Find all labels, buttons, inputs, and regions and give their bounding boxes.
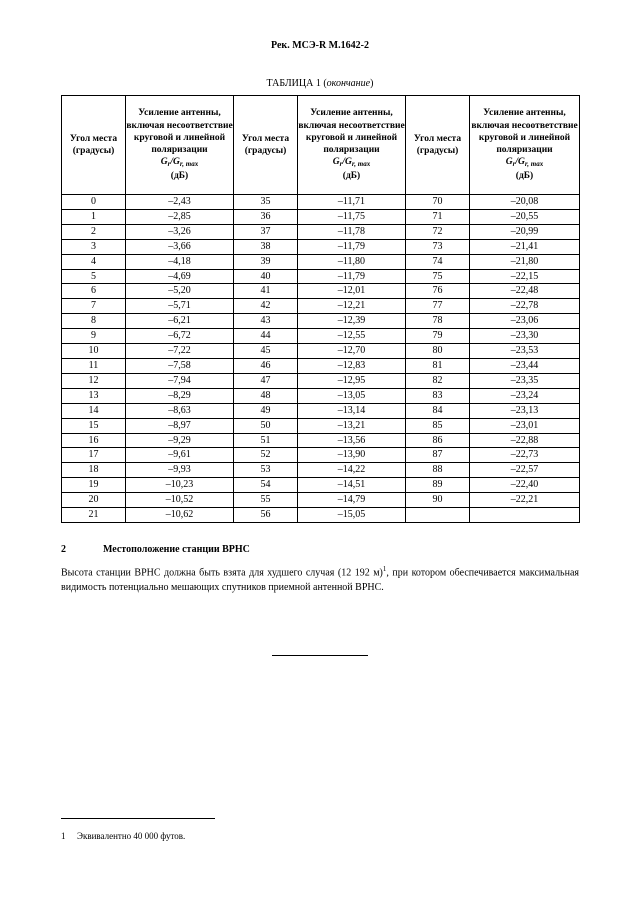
gain-cell: –3,26 bbox=[126, 224, 234, 239]
gain-cell: –12,70 bbox=[298, 344, 406, 359]
angle-cell: 42 bbox=[234, 299, 298, 314]
gain-cell: –11,79 bbox=[298, 269, 406, 284]
end-divider bbox=[272, 655, 368, 656]
gain-cell: –23,53 bbox=[470, 344, 580, 359]
angle-cell: 15 bbox=[62, 418, 126, 433]
gain-cell: –23,30 bbox=[470, 329, 580, 344]
table-row bbox=[62, 478, 580, 493]
gain-cell: –8,97 bbox=[126, 418, 234, 433]
angle-cell: 70 bbox=[406, 195, 470, 210]
angle-cell: 86 bbox=[406, 433, 470, 448]
table-row bbox=[62, 344, 580, 359]
angle-cell: 12 bbox=[62, 373, 126, 388]
gain-cell: –11,71 bbox=[298, 195, 406, 210]
angle-cell: 80 bbox=[406, 344, 470, 359]
angle-cell: 46 bbox=[234, 358, 298, 373]
gain-cell: –11,78 bbox=[298, 224, 406, 239]
gain-cell: –23,35 bbox=[470, 373, 580, 388]
gain-cell: –22,88 bbox=[470, 433, 580, 448]
body-paragraph: Высота станции ВРНС должна быть взята для худшего случая (12 192 м)$^1$, при котором обеспечивается максимальная видимость потенциально мешающих спутников приемной антенной ВРНС. bbox=[61, 565, 580, 594]
gain-cell: –22,15 bbox=[470, 269, 580, 284]
angle-cell: 48 bbox=[234, 388, 298, 403]
angle-cell: 3 bbox=[62, 239, 126, 254]
angle-cell: 14 bbox=[62, 403, 126, 418]
angle-cell: 13 bbox=[62, 388, 126, 403]
gain-cell: –7,58 bbox=[126, 358, 234, 373]
table-body bbox=[62, 195, 580, 523]
gain-cell: –3,66 bbox=[126, 239, 234, 254]
table-row bbox=[62, 299, 580, 314]
table-row bbox=[62, 448, 580, 463]
gain-cell: –13,14 bbox=[298, 403, 406, 418]
gain-cell: –20,08 bbox=[470, 195, 580, 210]
gain-cell: –22,57 bbox=[470, 463, 580, 478]
table-row bbox=[62, 254, 580, 269]
gain-cell: –13,90 bbox=[298, 448, 406, 463]
gain-cell: –7,94 bbox=[126, 373, 234, 388]
footnote-text: Эквивалентно 40 000 футов. bbox=[77, 831, 186, 841]
table-row bbox=[62, 388, 580, 403]
angle-cell: 90 bbox=[406, 493, 470, 508]
gain-cell: –12,01 bbox=[298, 284, 406, 299]
angle-cell: 35 bbox=[234, 195, 298, 210]
angle-cell: 11 bbox=[62, 358, 126, 373]
gain-header: Усиление антенны, включая несоответствие круговой и линейной поляризации $G_r/G_{r, max}$ (дБ) bbox=[470, 96, 580, 195]
angle-cell: 47 bbox=[234, 373, 298, 388]
angle-cell: 2 bbox=[62, 224, 126, 239]
angle-cell: 45 bbox=[234, 344, 298, 359]
angle-cell: 82 bbox=[406, 373, 470, 388]
gain-cell: –14,79 bbox=[298, 493, 406, 508]
gain-cell: –12,95 bbox=[298, 373, 406, 388]
angle-cell: 38 bbox=[234, 239, 298, 254]
angle-cell: 18 bbox=[62, 463, 126, 478]
table-header-row bbox=[62, 96, 580, 195]
angle-cell: 37 bbox=[234, 224, 298, 239]
gain-cell: –13,05 bbox=[298, 388, 406, 403]
gain-cell: –12,55 bbox=[298, 329, 406, 344]
angle-cell: 72 bbox=[406, 224, 470, 239]
angle-cell: 52 bbox=[234, 448, 298, 463]
gain-cell: –6,72 bbox=[126, 329, 234, 344]
table-row bbox=[62, 493, 580, 508]
angle-cell: 53 bbox=[234, 463, 298, 478]
gain-cell: –22,48 bbox=[470, 284, 580, 299]
caption-end: ) bbox=[370, 78, 374, 89]
gain-cell: –23,06 bbox=[470, 314, 580, 329]
angle-cell: 87 bbox=[406, 448, 470, 463]
gain-cell: –9,93 bbox=[126, 463, 234, 478]
angle-header: Угол места (градусы) bbox=[406, 96, 470, 195]
gain-cell: –22,78 bbox=[470, 299, 580, 314]
gain-header: Усиление антенны, включая несоответствие круговой и линейной поляризации $G_r/G_{r, max}$ (дБ) bbox=[126, 96, 234, 195]
gain-cell: –12,83 bbox=[298, 358, 406, 373]
table-row bbox=[62, 373, 580, 388]
table-row bbox=[62, 239, 580, 254]
gain-cell: –23,13 bbox=[470, 403, 580, 418]
gain-cell: –7,22 bbox=[126, 344, 234, 359]
caption-italic: окончание bbox=[326, 78, 371, 89]
table-row bbox=[62, 403, 580, 418]
angle-cell: 49 bbox=[234, 403, 298, 418]
angle-cell: 5 bbox=[62, 269, 126, 284]
angle-cell: 4 bbox=[62, 254, 126, 269]
angle-cell: 21 bbox=[62, 508, 126, 523]
angle-cell: 51 bbox=[234, 433, 298, 448]
gain-cell: –12,39 bbox=[298, 314, 406, 329]
gain-cell: –9,61 bbox=[126, 448, 234, 463]
gain-cell: –8,29 bbox=[126, 388, 234, 403]
gain-cell: –8,63 bbox=[126, 403, 234, 418]
angle-cell: 54 bbox=[234, 478, 298, 493]
angle-cell: 74 bbox=[406, 254, 470, 269]
angle-cell: 6 bbox=[62, 284, 126, 299]
gain-cell: –5,20 bbox=[126, 284, 234, 299]
gain-cell: –23,44 bbox=[470, 358, 580, 373]
footnote bbox=[61, 831, 185, 841]
gain-cell: –9,29 bbox=[126, 433, 234, 448]
gain-cell: –14,51 bbox=[298, 478, 406, 493]
page-header: Рек. МСЭ-R M.1642-2 bbox=[271, 40, 369, 51]
angle-cell: 76 bbox=[406, 284, 470, 299]
angle-cell: 9 bbox=[62, 329, 126, 344]
elevation-gain-table bbox=[61, 95, 580, 523]
angle-header: Угол места (градусы) bbox=[234, 96, 298, 195]
gain-cell: –13,21 bbox=[298, 418, 406, 433]
gain-cell: –20,99 bbox=[470, 224, 580, 239]
table-row bbox=[62, 269, 580, 284]
angle-cell: 73 bbox=[406, 239, 470, 254]
table-row bbox=[62, 463, 580, 478]
table-row bbox=[62, 195, 580, 210]
table-row bbox=[62, 209, 580, 224]
gain-cell: –22,73 bbox=[470, 448, 580, 463]
gain-header: Усиление антенны, включая несоответствие круговой и линейной поляризации $G_r/G_{r, max}$ (дБ) bbox=[298, 96, 406, 195]
angle-cell: 79 bbox=[406, 329, 470, 344]
angle-cell: 8 bbox=[62, 314, 126, 329]
angle-cell: 89 bbox=[406, 478, 470, 493]
angle-cell: 36 bbox=[234, 209, 298, 224]
angle-cell: 7 bbox=[62, 299, 126, 314]
section-title: Местоположение станции ВРНС bbox=[103, 544, 250, 555]
angle-cell: 56 bbox=[234, 508, 298, 523]
gain-cell: –21,41 bbox=[470, 239, 580, 254]
gain-cell: –4,69 bbox=[126, 269, 234, 284]
gain-cell: –22,40 bbox=[470, 478, 580, 493]
gain-cell bbox=[470, 508, 580, 523]
gain-cell: –10,23 bbox=[126, 478, 234, 493]
gain-cell: –11,80 bbox=[298, 254, 406, 269]
table-row bbox=[62, 314, 580, 329]
caption-main: ТАБЛИЦА 1 ( bbox=[266, 78, 327, 89]
gain-cell: –23,24 bbox=[470, 388, 580, 403]
angle-cell: 85 bbox=[406, 418, 470, 433]
angle-cell: 41 bbox=[234, 284, 298, 299]
gain-cell: –11,79 bbox=[298, 239, 406, 254]
gain-cell: –2,85 bbox=[126, 209, 234, 224]
gain-cell: –5,71 bbox=[126, 299, 234, 314]
gain-cell: –12,21 bbox=[298, 299, 406, 314]
angle-cell: 78 bbox=[406, 314, 470, 329]
footnote-divider bbox=[61, 818, 215, 819]
angle-cell: 81 bbox=[406, 358, 470, 373]
angle-cell: 40 bbox=[234, 269, 298, 284]
angle-cell: 50 bbox=[234, 418, 298, 433]
footnote-ref[interactable]: 1 bbox=[382, 565, 387, 573]
footnote-mark: 1 bbox=[61, 831, 66, 841]
angle-cell: 43 bbox=[234, 314, 298, 329]
gain-cell: –15,05 bbox=[298, 508, 406, 523]
gain-cell: –14,22 bbox=[298, 463, 406, 478]
angle-cell: 44 bbox=[234, 329, 298, 344]
angle-cell: 88 bbox=[406, 463, 470, 478]
angle-cell: 19 bbox=[62, 478, 126, 493]
gain-cell: –20,55 bbox=[470, 209, 580, 224]
gain-cell: –4,18 bbox=[126, 254, 234, 269]
angle-cell: 10 bbox=[62, 344, 126, 359]
angle-cell: 1 bbox=[62, 209, 126, 224]
angle-cell: 55 bbox=[234, 493, 298, 508]
gain-cell: –10,52 bbox=[126, 493, 234, 508]
section-heading bbox=[61, 544, 250, 555]
table-row bbox=[62, 224, 580, 239]
angle-cell: 39 bbox=[234, 254, 298, 269]
angle-cell: 75 bbox=[406, 269, 470, 284]
table-row bbox=[62, 418, 580, 433]
angle-cell: 16 bbox=[62, 433, 126, 448]
angle-cell: 77 bbox=[406, 299, 470, 314]
angle-cell: 84 bbox=[406, 403, 470, 418]
gain-cell: –11,75 bbox=[298, 209, 406, 224]
gain-cell: –10,62 bbox=[126, 508, 234, 523]
gain-cell: –23,01 bbox=[470, 418, 580, 433]
gain-cell: –6,21 bbox=[126, 314, 234, 329]
gain-cell: –21,80 bbox=[470, 254, 580, 269]
table-row bbox=[62, 433, 580, 448]
section-number: 2 bbox=[61, 544, 66, 555]
angle-cell: 83 bbox=[406, 388, 470, 403]
angle-cell bbox=[406, 508, 470, 523]
angle-cell: 17 bbox=[62, 448, 126, 463]
table-row bbox=[62, 284, 580, 299]
table-row bbox=[62, 508, 580, 523]
gain-cell: –2,43 bbox=[126, 195, 234, 210]
angle-header: Угол места (градусы) bbox=[62, 96, 126, 195]
angle-cell: 71 bbox=[406, 209, 470, 224]
table-row bbox=[62, 358, 580, 373]
angle-cell: 20 bbox=[62, 493, 126, 508]
gain-cell: –13,56 bbox=[298, 433, 406, 448]
table-row bbox=[62, 329, 580, 344]
angle-cell: 0 bbox=[62, 195, 126, 210]
table-caption bbox=[0, 78, 640, 89]
gain-cell: –22,21 bbox=[470, 493, 580, 508]
